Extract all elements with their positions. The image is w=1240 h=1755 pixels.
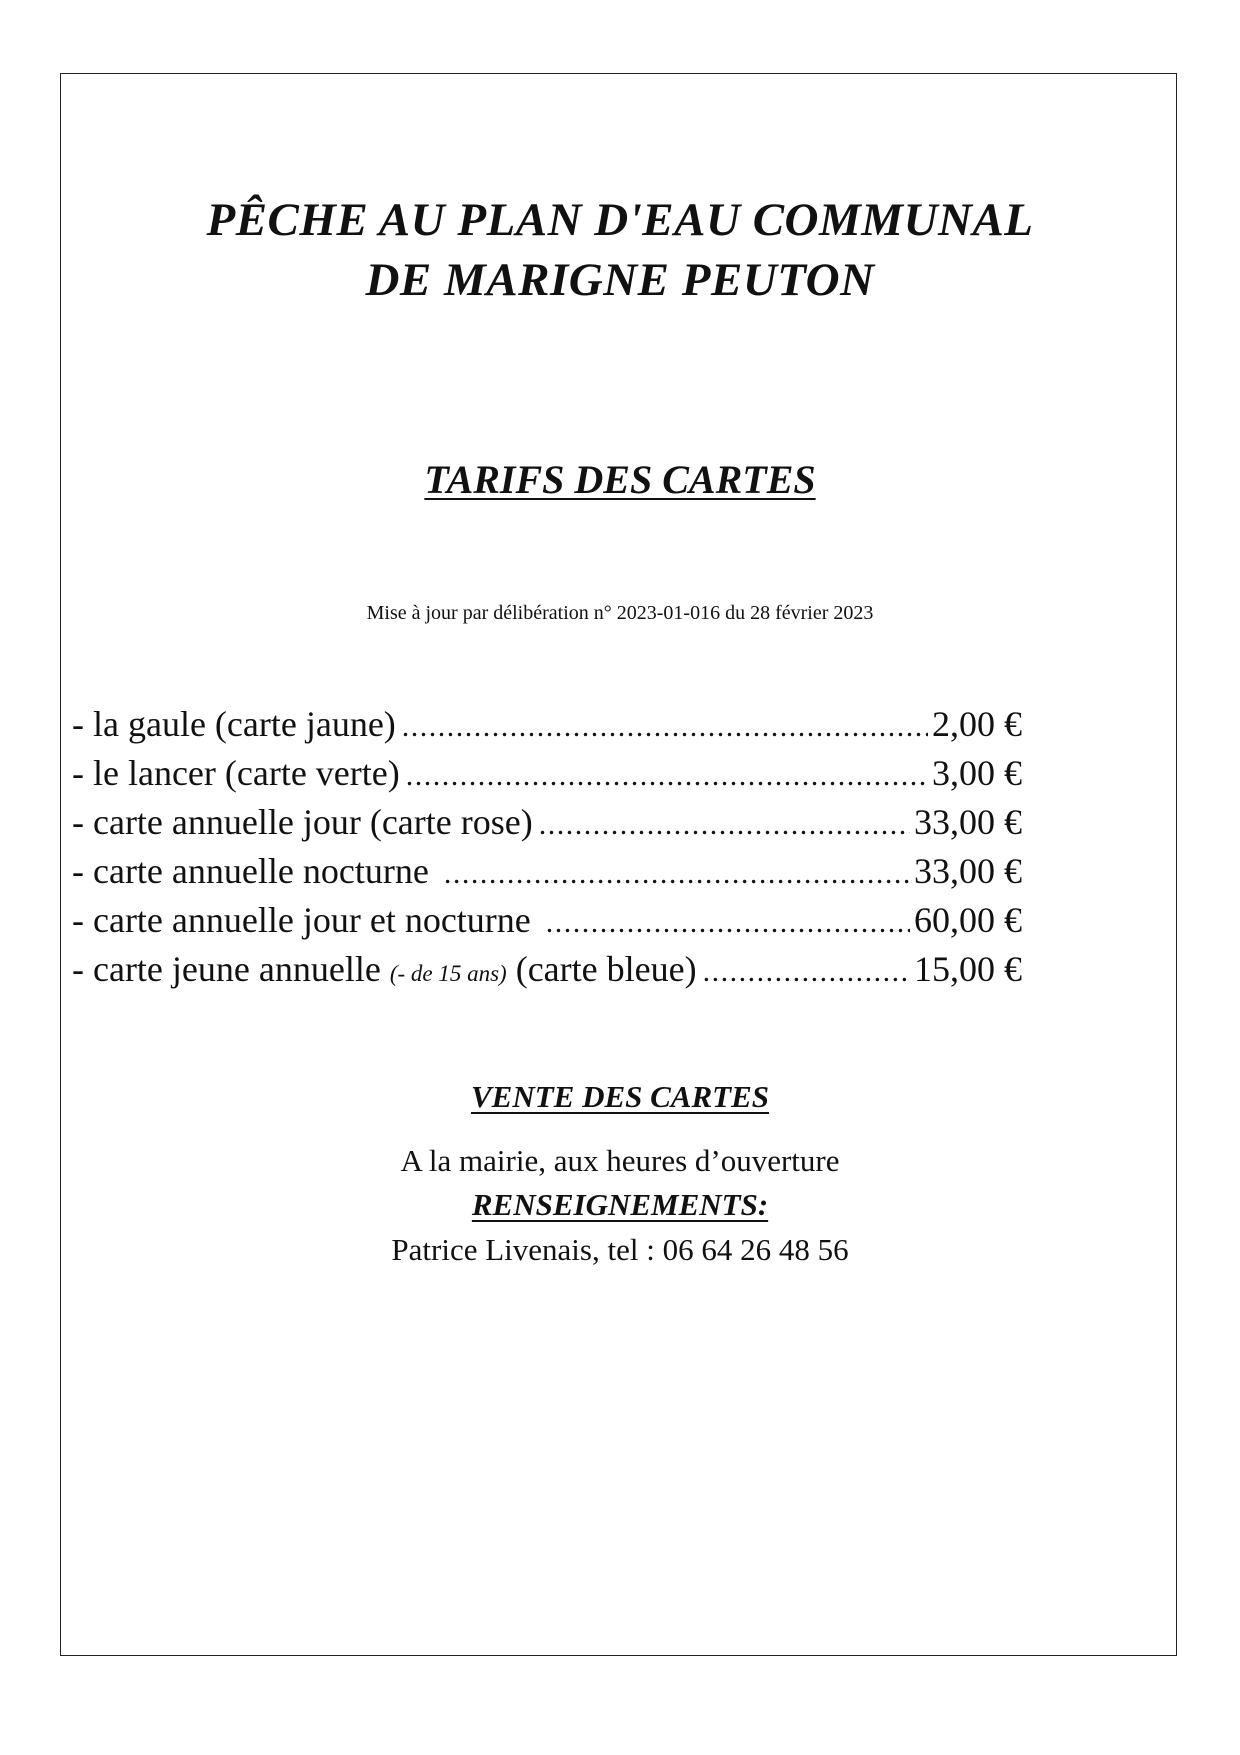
dot-leader xyxy=(444,849,910,898)
price-value: 33,00 € xyxy=(914,802,1022,842)
price-label xyxy=(72,896,540,945)
vente-text: A la mairie, aux heures d’ouverture xyxy=(400,1143,840,1178)
price-value: 2,00 € xyxy=(932,704,1022,744)
price-row xyxy=(72,896,1022,945)
price-label-text: - carte jeune annuelle xyxy=(72,949,390,989)
vente-heading: VENTE DES CARTES xyxy=(470,1079,770,1114)
price-label xyxy=(72,798,533,847)
price-label-text: - carte annuelle nocturne xyxy=(72,851,438,891)
contact-text: Patrice Livenais, tel : 06 64 26 48 56 xyxy=(391,1232,849,1267)
price-row xyxy=(72,847,1022,896)
dot-leader xyxy=(539,800,910,849)
price-label-suffix: (carte bleue) xyxy=(506,949,697,989)
price-row xyxy=(72,700,1022,749)
price-value: 3,00 € xyxy=(932,753,1022,793)
tarifs-heading: TARIFS DES CARTES xyxy=(424,457,816,502)
dot-leader xyxy=(546,898,910,947)
price-label xyxy=(72,749,400,798)
price-label-text: - carte annuelle jour (carte rose) xyxy=(72,802,533,842)
update-note: Mise à jour par délibération n° 2023-01-016 du 28 février 2023 xyxy=(366,602,874,624)
age-note: (- de 15 ans) xyxy=(389,961,507,986)
price-list xyxy=(72,700,1022,994)
title-line-1: PÊCHE AU PLAN D'EAU COMMUNAL xyxy=(206,194,1034,246)
price-row xyxy=(72,945,1022,994)
price-value: 60,00 € xyxy=(914,900,1022,940)
price-row xyxy=(72,749,1022,798)
dot-leader xyxy=(402,702,928,751)
price-label xyxy=(72,700,396,749)
dot-leader xyxy=(703,947,910,996)
price-row xyxy=(72,798,1022,847)
title-line-2: DE MARIGNE PEUTON xyxy=(365,254,875,306)
price-label-text: - la gaule (carte jaune) xyxy=(72,704,396,744)
price-value: 33,00 € xyxy=(914,851,1022,891)
renseignements-heading: RENSEIGNEMENTS: xyxy=(471,1187,769,1222)
price-label xyxy=(72,847,438,896)
dot-leader xyxy=(406,751,928,800)
price-label-text: - carte annuelle jour et nocturne xyxy=(72,900,540,940)
price-label xyxy=(72,945,697,998)
price-value: 15,00 € xyxy=(914,949,1022,989)
price-label-text: - le lancer (carte verte) xyxy=(72,753,400,793)
